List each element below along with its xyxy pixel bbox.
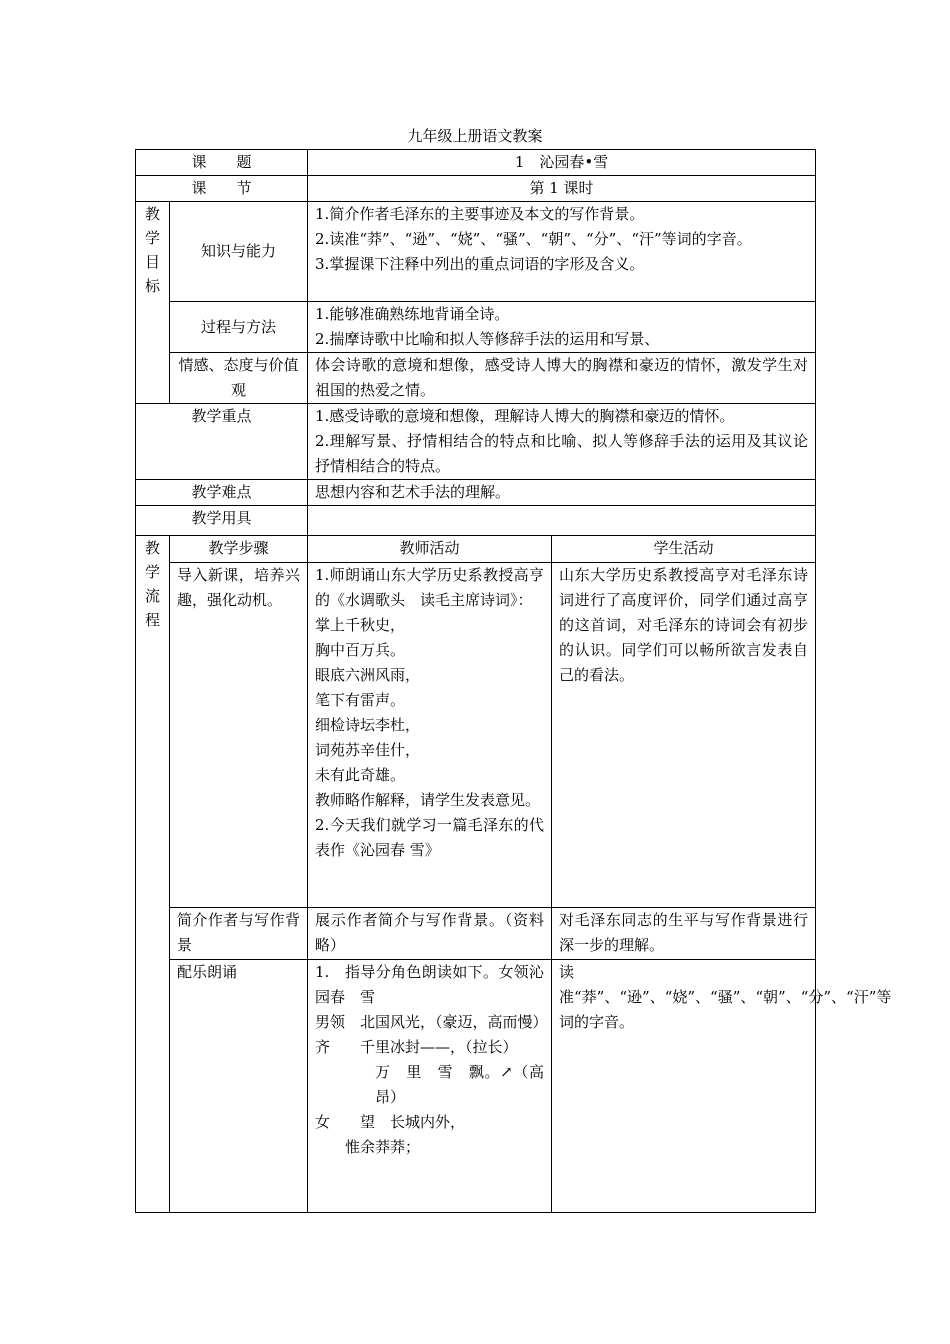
flow-header-row xyxy=(136,536,816,563)
page-title: 九年级上册语文教案 xyxy=(407,127,543,145)
objectives-label: 教 学 目 标 xyxy=(136,202,170,404)
knowledge-label: 知识与能力 xyxy=(170,202,308,302)
emotion-label: 情感、态度与价值观 xyxy=(170,353,308,404)
student-intro: 山东大学历史系教授高亨对毛泽东诗词进行了高度评价，同学们通过高亨的这首词，对毛泽东的诗词会有初步的认识。同学们可以畅所欲言发表自己的看法。 xyxy=(552,563,816,908)
topic-label: 课 题 xyxy=(136,150,308,176)
objective-knowledge-row xyxy=(136,202,816,302)
step-intro: 导入新课，培养兴趣，强化动机。 xyxy=(170,563,308,908)
period-value: 第 1 课时 xyxy=(308,176,816,202)
topic-row xyxy=(136,150,816,176)
process-content: 1.能够准确熟练地背诵全诗。 2.揣摩诗歌中比喻和拟人等修辞手法的运用和写景、 xyxy=(308,302,816,353)
student-author: 对毛泽东同志的生平与写作背景进行深一步的理解。 xyxy=(552,908,816,960)
difficulty-row xyxy=(136,480,816,506)
teacher-author: 展示作者简介与写作背景。（资料略） xyxy=(308,908,552,960)
lesson-plan-table xyxy=(135,149,892,1213)
step-recital: 配乐朗诵 xyxy=(170,960,308,1213)
flow-row-recital xyxy=(136,960,816,1213)
teacher-header: 教师活动 xyxy=(308,536,552,563)
knowledge-content: 1.简介作者毛泽东的主要事迹及本文的写作背景。 2.读准“莽”、“逊”、“娆”、“骚”、“朝”、“分”、“汗”等词的字音。 3.掌握课下注释中列出的重点词语的字形及含义。 xyxy=(308,202,816,302)
student-header: 学生活动 xyxy=(552,536,816,563)
tools-row xyxy=(136,506,816,536)
emotion-content: 体会诗歌的意境和想像，感受诗人博大的胸襟和豪迈的情怀，激发学生对祖国的热爱之情。 xyxy=(308,353,816,404)
focus-label: 教学重点 xyxy=(136,404,308,480)
period-label: 课 节 xyxy=(136,176,308,202)
student-recital: 读准“莽”、“逊”、“娆”、“骚”、“朝”、“分”、“汗”等词的字音。 xyxy=(552,960,816,1213)
objective-emotion-row xyxy=(136,353,816,404)
difficulty-label: 教学难点 xyxy=(136,480,308,506)
tools-label: 教学用具 xyxy=(136,506,308,536)
focus-content: 1.感受诗歌的意境和想像，理解诗人博大的胸襟和豪迈的情怀。 2.理解写景、抒情相结合的特点和比喻、拟人等修辞手法的运用及其议论抒情相结合的特点。 xyxy=(308,404,816,480)
period-row xyxy=(136,176,816,202)
step-header: 教学步骤 xyxy=(170,536,308,563)
teacher-recital: 1. 指导分角色朗读如下。女领沁园春 雪 男领 北国风光，（豪迈，高而慢） 齐 千里冰封——，（拉长） 万 里 雪 飘。↗（高昂） 女 望 长城内外， 惟余莽莽； xyxy=(308,960,552,1213)
objective-process-row xyxy=(136,302,816,353)
tools-content xyxy=(308,506,816,536)
flow-row-intro xyxy=(136,563,816,908)
topic-value: 1 沁园春•雪 xyxy=(308,150,816,176)
flow-label: 教 学 流 程 xyxy=(136,536,170,1213)
difficulty-content: 思想内容和艺术手法的理解。 xyxy=(308,480,816,506)
flow-row-author xyxy=(136,908,816,960)
step-author: 简介作者与写作背景 xyxy=(170,908,308,960)
focus-row xyxy=(136,404,816,480)
process-label: 过程与方法 xyxy=(170,302,308,353)
teacher-intro: 1.师朗诵山东大学历史系教授高亨的《水调歌头 读毛主席诗词》： 掌上千秋史， 胸中百万兵。 眼底六洲风雨， 笔下有雷声。 细检诗坛李杜， 词苑苏辛佳什， 未有此奇雄。 教师略作解释，请学生发表意见。 2.今天我们就学习一篇毛泽东的代表作《沁园春 雪》 xyxy=(308,563,552,908)
